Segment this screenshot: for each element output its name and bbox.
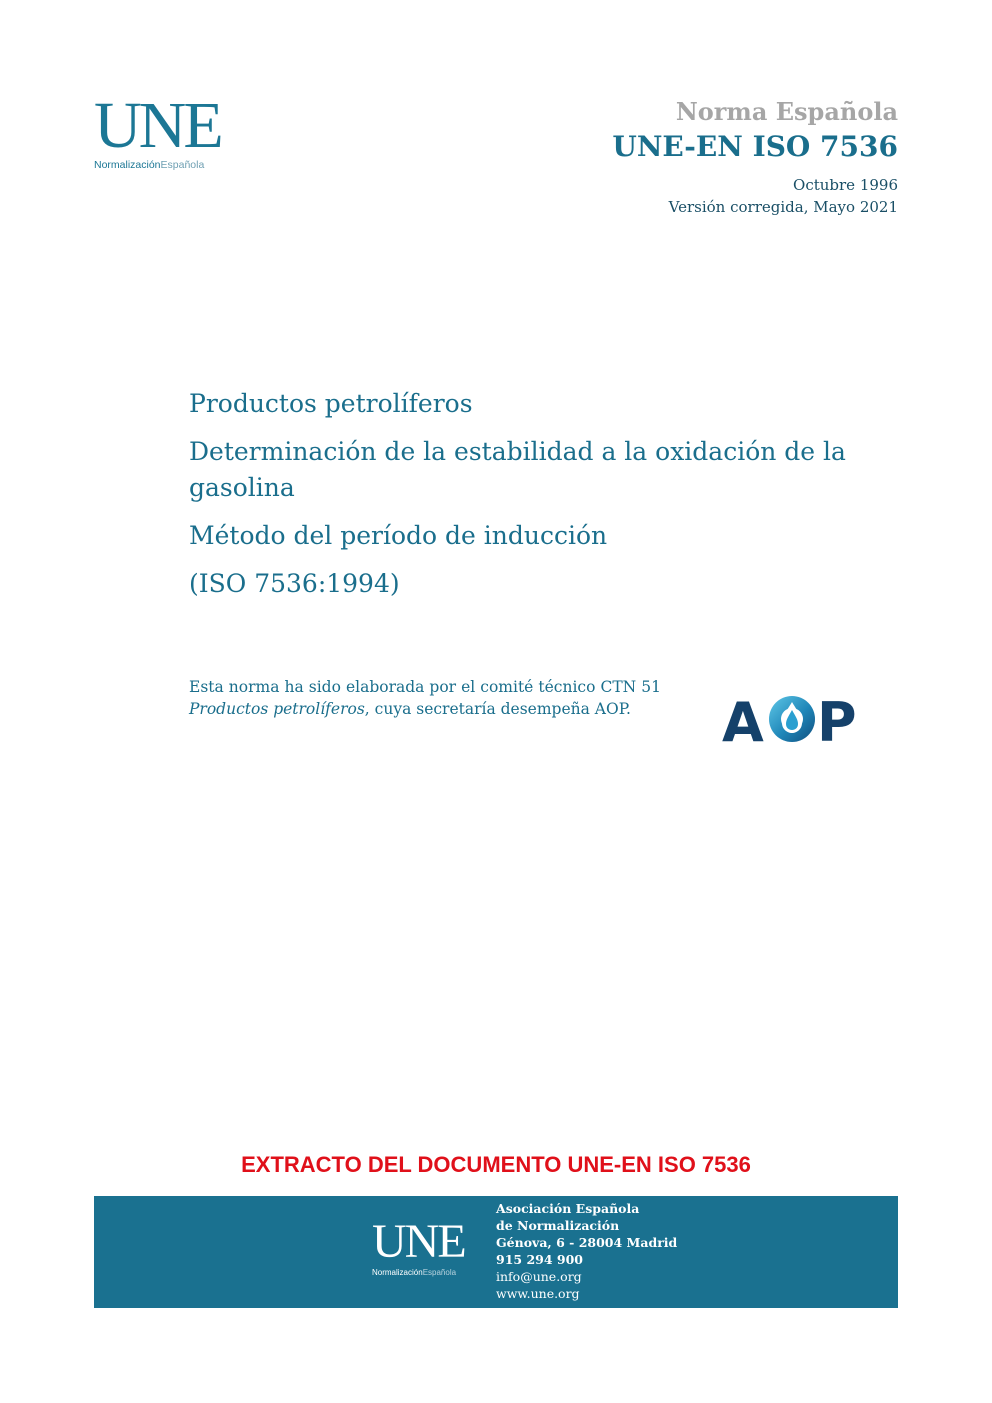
footer-logo-mark: UNE: [372, 1215, 465, 1268]
footer-address: Génova, 6 - 28004 Madrid: [496, 1235, 678, 1250]
aop-logo-graphic: [722, 690, 862, 746]
committee-suffix: , cuya secretaría desempeña AOP.: [364, 700, 631, 718]
extract-label: EXTRACTO DEL DOCUMENTO UNE-EN ISO 7536: [241, 1152, 751, 1177]
norm-date: [498, 174, 898, 218]
aop-drop-icon: [769, 696, 815, 742]
norm-label: Norma Española: [675, 97, 898, 126]
une-logo-sub-bold: Normalización: [94, 159, 161, 171]
aop-logo: [722, 690, 862, 746]
aop-letter-a: A: [722, 691, 764, 746]
publication-date: Octubre 1996: [793, 176, 898, 194]
une-logo-subtitle: [94, 159, 244, 171]
footer-band: [94, 1196, 898, 1308]
footer-org-line-2: de Normalización: [496, 1218, 620, 1233]
document-header: [498, 96, 898, 218]
title-line-1: Productos petrolíferos: [189, 389, 473, 418]
footer-org-line-1: Asociación Española: [496, 1201, 640, 1216]
document-title: [189, 386, 869, 614]
une-logo: [94, 89, 244, 175]
footer-phone: 915 294 900: [496, 1252, 583, 1267]
footer-une-logo: [372, 1215, 482, 1288]
title-line-2: Determinación de la estabilidad a la oxidación de la gasolina: [189, 437, 846, 502]
aop-letter-p: P: [817, 691, 857, 746]
footer-logo-sub-light: Española: [422, 1268, 457, 1277]
committee-prefix: Esta norma ha sido elaborada por el comité técnico CTN 51: [189, 678, 661, 696]
title-line-4: (ISO 7536:1994): [189, 569, 400, 598]
revision-date: Versión corregida, Mayo 2021: [668, 198, 898, 216]
footer-contact-info: [496, 1200, 677, 1302]
une-logo-mark: UNE: [94, 89, 221, 162]
committee-name: Productos petrolíferos: [189, 700, 365, 718]
title-line-3: Método del período de inducción: [189, 521, 608, 550]
footer-logo-subtitle: [372, 1268, 482, 1277]
committee-statement: [189, 676, 661, 720]
norm-code: UNE-EN ISO 7536: [612, 130, 898, 163]
footer-email-link[interactable]: info@une.org: [496, 1269, 582, 1284]
footer-logo-sub-bold: Normalización: [372, 1268, 423, 1277]
footer-website-link[interactable]: www.une.org: [496, 1286, 580, 1301]
une-logo-sub-light: Española: [160, 159, 205, 171]
